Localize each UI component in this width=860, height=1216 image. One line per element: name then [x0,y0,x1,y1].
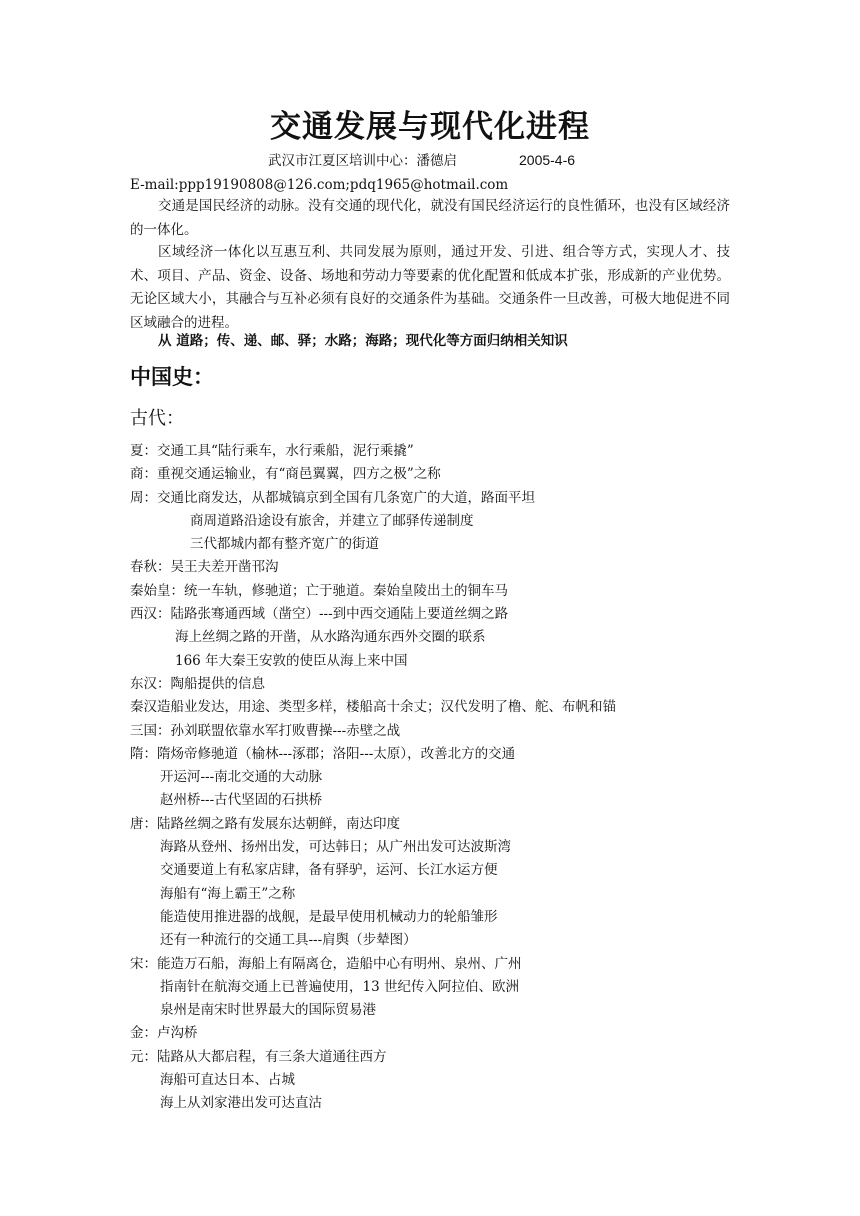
list-item: 宋：能造万石船，海船上有隔离仓，造船中心有明州、泉州、广州 [130,955,522,972]
list-item: 三代都城内都有整齐宽广的街道 [190,536,379,553]
list-item: 隋：隋炀帝修驰道（榆林---涿郡；洛阳---太原），改善北方的交通 [130,745,516,762]
list-item: 东汉：陶船提供的信息 [130,675,265,692]
list-item: 指南针在航海交通上已普遍使用，13 世纪传入阿拉伯、欧洲 [160,978,519,995]
list-item: 开运河---南北交通的大动脉 [160,769,323,786]
list-item: 166 年大秦王安敦的使臣从海上来中国 [175,652,408,669]
list-item: 还有一种流行的交通工具---肩舆（步辇图） [160,932,417,949]
list-item: 海船可直达日本、占城 [160,1072,295,1089]
list-item: 秦汉造船业发达，用途、类型多样，楼船高十余丈；汉代发明了橹、舵、布帆和锚 [130,699,616,716]
list-item: 海船有“海上霸王”之称 [160,885,296,902]
list-item: 唐：陆路丝绸之路有发展东达朝鲜，南达印度 [130,815,400,832]
author-name: 武汉市江夏区培训中心：潘德启 [268,153,457,169]
section-heading-ancient: 古代： [130,408,184,429]
list-item: 西汉：陆路张骞通西域（凿空）---到中西交通陆上要道丝绸之路 [130,606,509,623]
list-item: 交通要道上有私家店肆，备有驿驴，运河、长江水运方便 [160,862,498,879]
list-item: 商周道路沿途设有旅舍，并建立了邮驿传递制度 [190,512,474,529]
list-item: 商：重视交通运输业，有“商邑翼翼，四方之极”之称 [130,466,441,483]
list-item: 夏：交通工具“陆行乘车，水行乘船，泥行乘撬” [130,443,414,459]
list-item: 海上从刘家港出发可达直沽 [160,1095,322,1112]
list-item: 三国：孙刘联盟依靠水军打败曹操---赤壁之战 [130,722,401,739]
document-title: 交通发展与现代化进程 [270,109,590,145]
list-item: 泉州是南宋时世界最大的国际贸易港 [160,1002,376,1019]
list-item: 海上丝绸之路的开凿，从水路沟通东西外交圈的联系 [175,629,486,646]
history-list [130,440,616,1116]
list-item: 能造使用推进器的战舰，是最早使用机械动力的轮船雏形 [160,908,498,925]
document-date: 2005-4-6 [519,152,576,168]
list-item: 元：陆路从大都启程，有三条大道通往西方 [130,1048,387,1065]
intro-paragraph-1: 交通是国民经济的动脉。没有交通的现代化，就没有国民经济运行的良性循环，也没有区域经济的一体化。 [130,198,730,238]
list-item: 赵州桥---古代坚固的石拱桥 [160,792,323,809]
list-item: 秦始皇：统一车轨，修驰道；亡于驰道。秦始皇陵出土的铜车马 [130,582,508,599]
keynote-line: 从 道路；传、递、邮、驿；水路；海路；现代化等方面归纳相关知识 [158,333,568,349]
list-item: 春秋：吴王夫差开凿邗沟 [130,559,279,576]
email-line: E-mail:ppp19190808@126.com;pdq1965@hotmail.com [130,177,509,193]
list-item: 金：卢沟桥 [130,1025,198,1042]
list-item: 海路从登州、扬州出发，可达韩日；从广州出发可达波斯湾 [160,839,511,856]
author-line [268,150,575,171]
section-heading-china: 中国史： [130,365,214,389]
intro-paragraph-2: 区域经济一体化以互惠互利、共同发展为原则，通过开发、引进、组合等方式，实现人才、技术、项目、产品、资金、设备、场地和劳动力等要素的优化配置和低成本扩张，形成新的产业优势。无论区域大小，其融合与互补必须有良好的交通条件为基础。交通条件一旦改善，可极大地促进不同区域融合的进程。 [130,244,730,331]
list-item: 周：交通比商发达，从都城镐京到全国有几条宽广的大道，路面平坦 [130,489,535,506]
